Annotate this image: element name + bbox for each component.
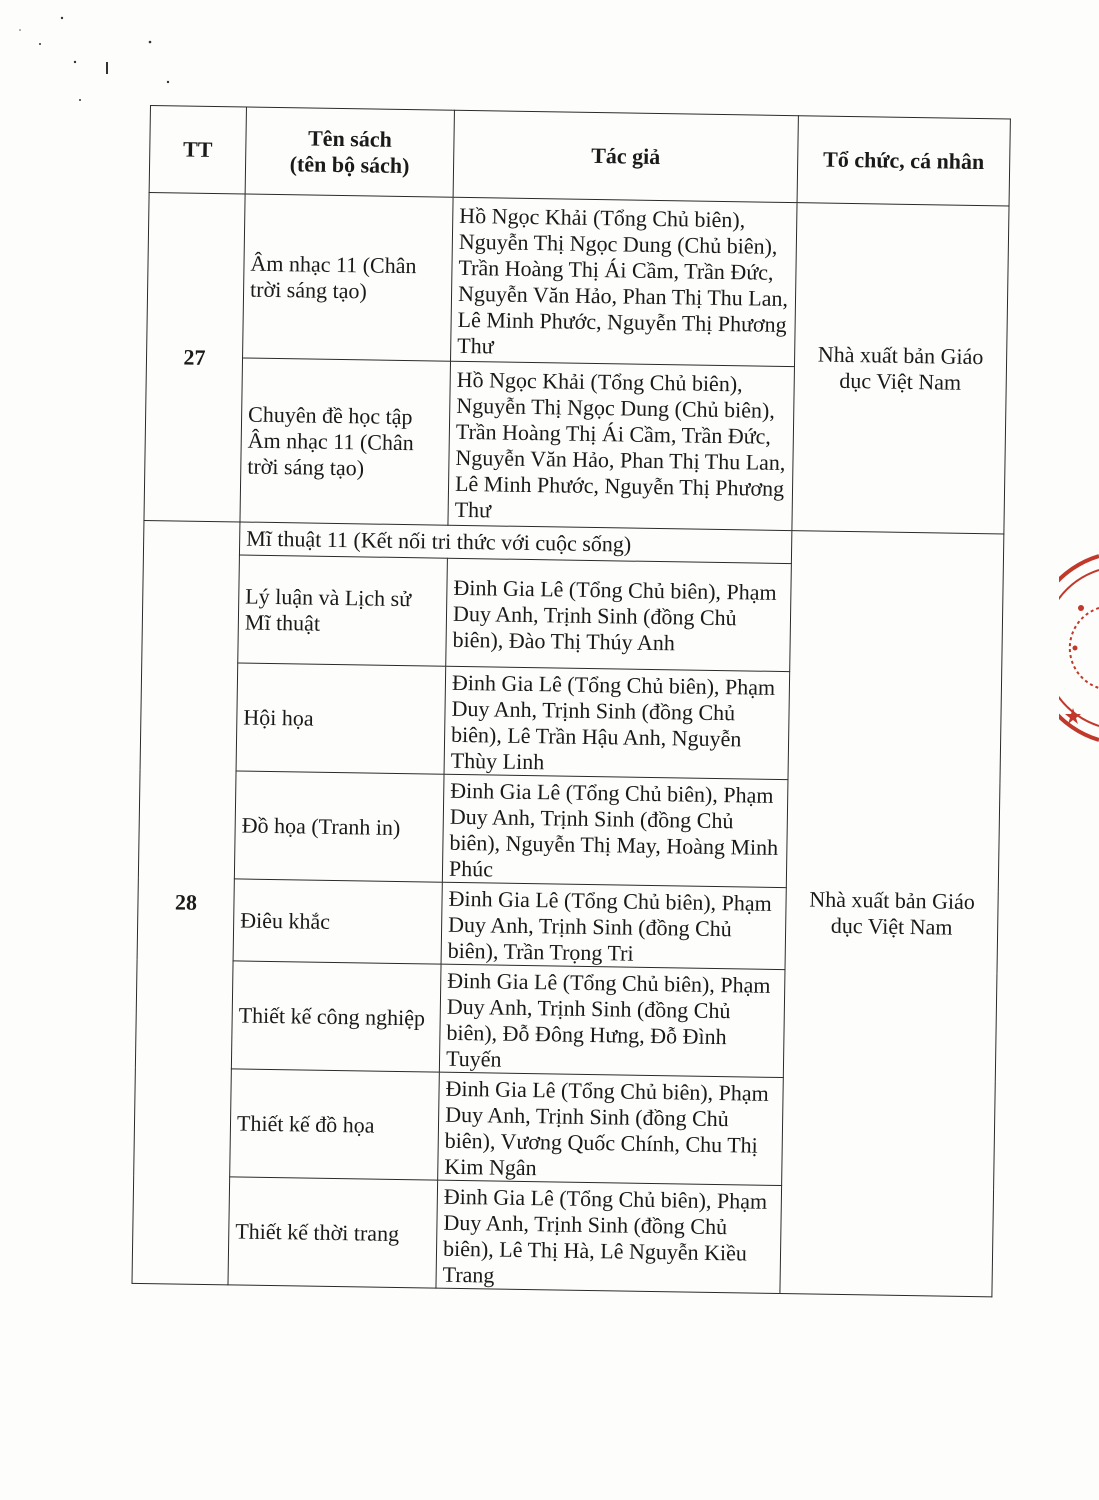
book-authors: Đinh Gia Lê (Tổng Chủ biên), Phạm Duy Anh, Trịnh Sinh (đồng Chủ biên), Trần Trọng Tri	[441, 882, 786, 969]
series-title: Mĩ thuật 11 (Kết nối tri thức với cuộc sống)	[239, 522, 791, 564]
book-title: Đồ họa (Tranh in)	[234, 771, 444, 882]
textbook-table-wrapper	[131, 105, 1010, 1297]
book-title: Điêu khắc	[233, 879, 442, 964]
book-title: Lý luận và Lịch sử Mĩ thuật	[238, 555, 448, 666]
organization-28: Nhà xuất bản Giáo dục Việt Nam	[780, 531, 1004, 1297]
book-authors: Đinh Gia Lê (Tổng Chủ biên), Phạm Duy Anh, Trịnh Sinh (đồng Chủ biên), Lê Trần Hậu Anh, Nguyễn Thùy Linh	[444, 666, 790, 779]
book-title: Thiết kế công nghiệp	[231, 961, 441, 1072]
scan-specks	[0, 0, 220, 120]
header-row	[149, 106, 1010, 206]
book-title: Âm nhạc 11 (Chân trời sáng tạo)	[243, 194, 454, 361]
organization-27: Nhà xuất bản Giáo dục Việt Nam	[792, 203, 1009, 534]
book-title: Thiết kế thời trang	[228, 1177, 438, 1288]
row-number-28: 28	[132, 520, 240, 1284]
textbook-table	[131, 105, 1010, 1297]
header-book	[245, 107, 454, 197]
book-title: Chuyên đề học tập Âm nhạc 11 (Chân trời sáng tạo)	[240, 358, 451, 525]
book-authors: Hồ Ngọc Khải (Tổng Chủ biên), Nguyễn Thị Ngọc Dung (Chủ biên), Trần Hoàng Thị Ái Cầm, Trần Đức, Nguyễn Văn Hảo, Phan Thị Thu Lan, Lê Minh Phước, Nguyễn Thị Phương Thư	[448, 361, 795, 530]
row-number-27: 27	[144, 192, 245, 521]
book-authors: Hồ Ngọc Khải (Tổng Chủ biên), Nguyễn Thị Ngọc Dung (Chủ biên), Trần Hoàng Thị Ái Cầm, Trần Đức, Nguyễn Văn Hảo, Phan Thị Thu Lan, Lê Minh Phước, Nguyễn Thị Phương Thư	[451, 197, 798, 366]
book-authors: Đinh Gia Lê (Tổng Chủ biên), Phạm Duy Anh, Trịnh Sinh (đồng Chủ biên), Đào Thị Thúy Anh	[446, 558, 792, 671]
red-seal-stamp	[1059, 548, 1099, 748]
book-authors: Đinh Gia Lê (Tổng Chủ biên), Phạm Duy Anh, Trịnh Sinh (đồng Chủ biên), Đỗ Đông Hưng, Đỗ Đình Tuyến	[439, 964, 785, 1077]
header-book-line2: (tên bộ sách)	[289, 151, 410, 179]
header-tt: TT	[149, 106, 246, 194]
book-authors: Đinh Gia Lê (Tổng Chủ biên), Phạm Duy Anh, Trịnh Sinh (đồng Chủ biên), Nguyễn Thị May, Hoàng Minh Phúc	[442, 774, 788, 887]
book-title: Hội họa	[236, 663, 446, 774]
header-book-line1: Tên sách	[307, 125, 393, 152]
table-row	[147, 192, 1009, 369]
header-author: Tác giả	[453, 110, 798, 202]
header-org: Tổ chức, cá nhân	[797, 116, 1010, 206]
book-authors: Đinh Gia Lê (Tổng Chủ biên), Phạm Duy Anh, Trịnh Sinh (đồng Chủ biên), Vương Quốc Chính, Chu Thị Kim Ngân	[438, 1072, 784, 1185]
book-title: Thiết kế đồ họa	[230, 1069, 440, 1180]
book-authors: Đinh Gia Lê (Tổng Chủ biên), Phạm Duy Anh, Trịnh Sinh (đồng Chủ biên), Lê Thị Hà, Lê Nguyễn Kiều Trang	[436, 1180, 782, 1293]
